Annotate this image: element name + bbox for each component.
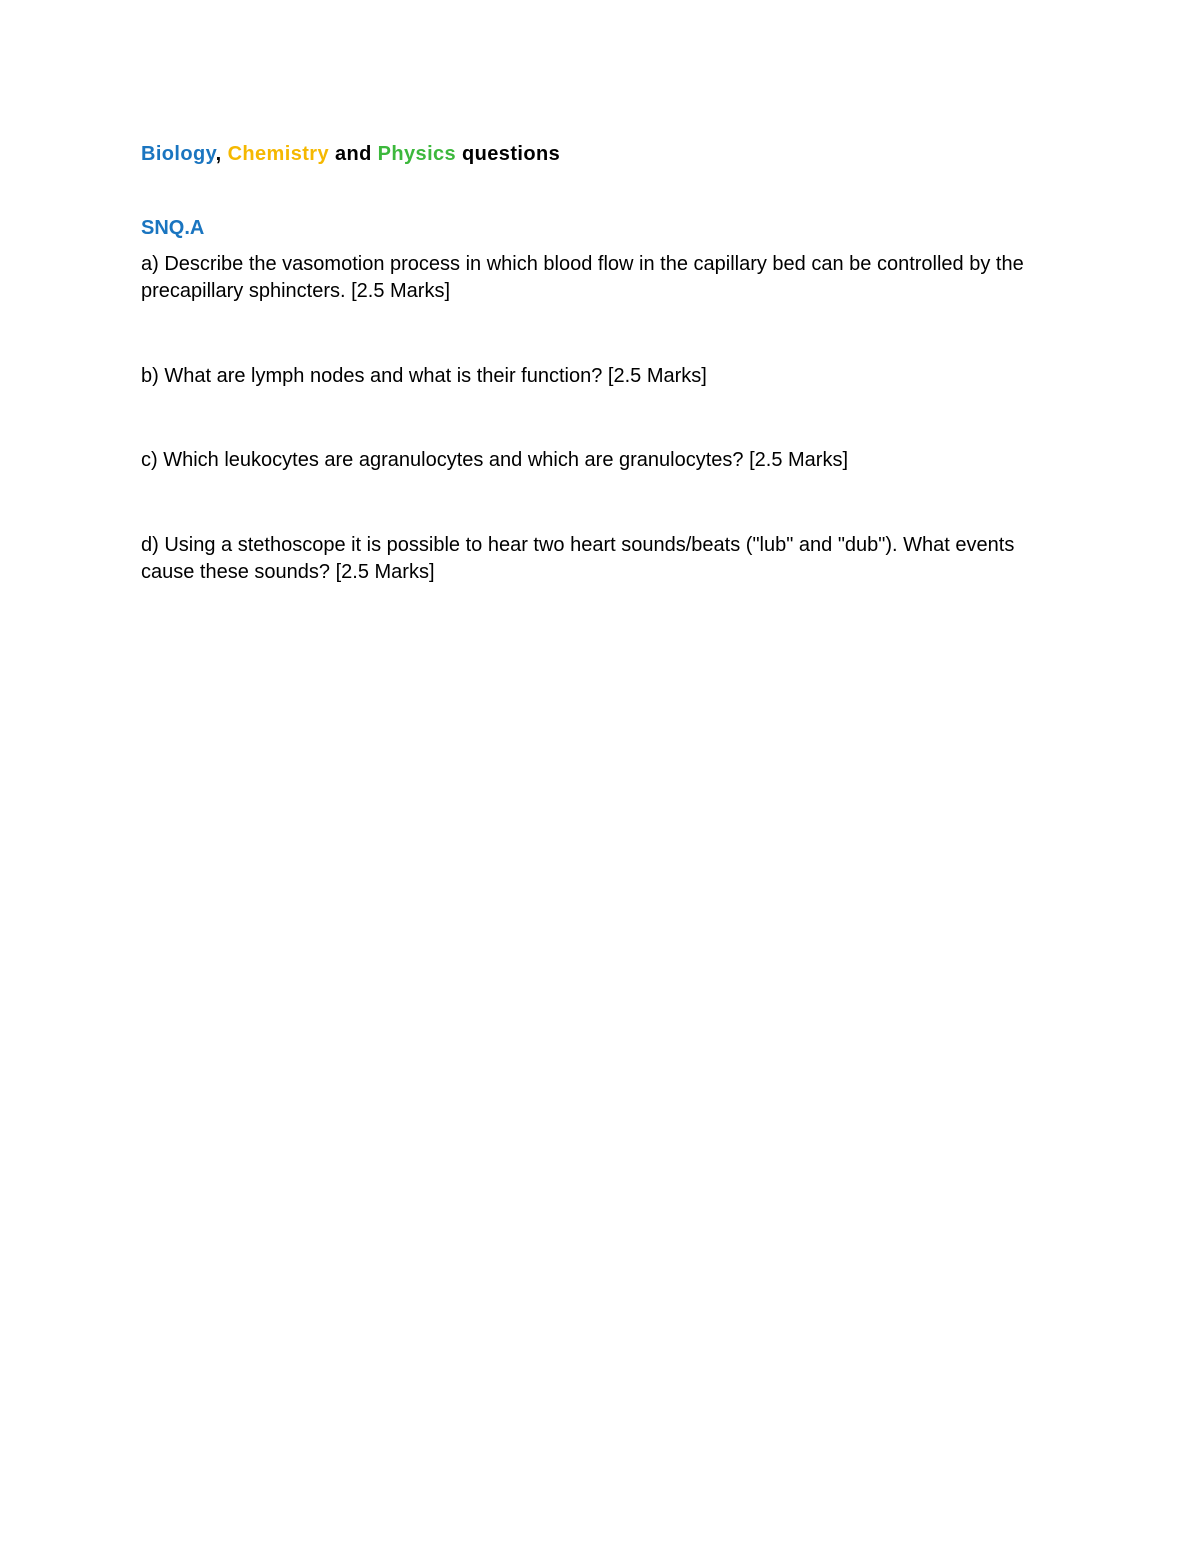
title-chemistry: Chemistry [227, 143, 329, 165]
question-a: a) Describe the vasomotion process in which blood flow in the capillary bed can be controlled by the precapillary sphincters. [2.5 Marks] [141, 253, 1024, 302]
section-heading: SNQ.A [141, 217, 205, 239]
title-and: and [329, 143, 378, 165]
page-title [141, 141, 560, 167]
question-d: d) Using a stethoscope it is possible to hear two heart sounds/beats ("lub" and "dub"). What events cause these sounds? [2.5 Marks] [141, 534, 1015, 583]
question-b: b) What are lymph nodes and what is their function? [2.5 Marks] [141, 365, 707, 387]
question-c: c) Which leukocytes are agranulocytes and which are granulocytes? [2.5 Marks] [141, 449, 849, 471]
title-physics: Physics [377, 143, 457, 165]
title-biology: Biology [141, 143, 216, 165]
title-comma: , [215, 143, 228, 165]
title-questions: questions [456, 143, 561, 165]
